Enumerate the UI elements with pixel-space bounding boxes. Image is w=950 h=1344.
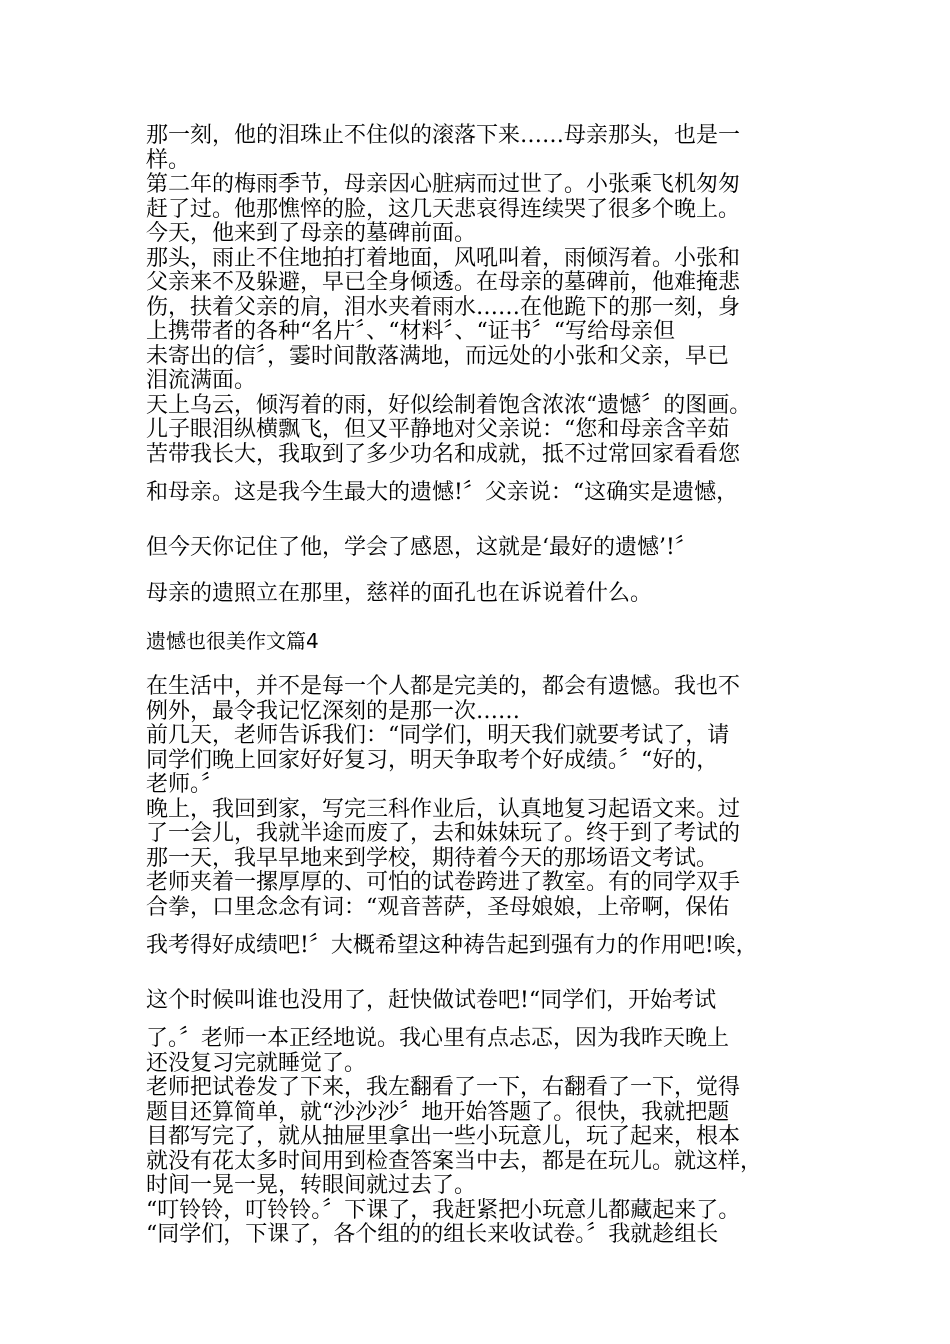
- text-line: 父亲来不及躲避，早已全身倾透。在母亲的墓碑前，他难掩悲: [146, 270, 741, 295]
- text-line: 合拳，口里念念有词：“观音菩萨，圣母娘娘，上帝啊，保佑: [146, 894, 730, 920]
- text-line: 母亲的遗照立在那里，慈祥的面孔也在诉说着什么。: [146, 581, 653, 606]
- section-heading: 遗憾也很美作文篇4: [146, 628, 319, 653]
- text-line: 但今天你记住了他，学会了感恩，这就是‘最好的遗憾’!〞: [146, 534, 697, 560]
- text-line: 这个时候叫谁也没用了，赶快做试卷吧!“同学们，开始考试: [146, 987, 717, 1013]
- text-line: 未寄出的信〞，霎时间散落满地，而远处的小张和父亲，早已: [146, 343, 730, 369]
- text-line: 题目还算简单，就“沙沙沙〞地开始答题了。很快，我就把题: [146, 1099, 730, 1125]
- text-line: 老师。〞: [146, 772, 224, 797]
- text-line: 样。: [146, 147, 191, 173]
- text-line: 今天，他来到了母亲的墓碑前面。: [146, 221, 477, 246]
- text-line: 在生活中，并不是每一个人都是完美的，都会有遗憾。我也不: [146, 674, 741, 699]
- text-line: 那一刻，他的泪珠止不住似的滚落下来……母亲那头，也是一: [146, 123, 741, 148]
- text-line: 泪流满面。: [146, 368, 257, 393]
- text-line: 例外，最令我记忆深刻的是那一次……: [146, 698, 521, 724]
- text-line: 老师把试卷发了下来，我左翻看了一下，右翻看了一下，觉得: [146, 1075, 741, 1100]
- text-line: “同学们，下课了，各个组的的组长来收试卷。〞我就趁组长: [146, 1222, 719, 1247]
- text-line: 就没有花太多时间用到检查答案当中去，都是在玩儿。就这样，: [146, 1148, 763, 1174]
- text-line: 前几天，老师告诉我们：“同学们，明天我们就要考试了，请: [146, 723, 730, 748]
- document-body: [146, 124, 836, 1248]
- text-line: 那一天，我早早地来到学校，期待着今天的那场语文考试。: [146, 845, 719, 871]
- text-line: 赶了过。他那憔悴的脸，这几天悲哀得连续哭了很多个晚上。: [146, 196, 741, 222]
- text-line: 还没复习完就睡觉了。: [146, 1050, 367, 1076]
- text-line: “叮铃铃，叮铃铃。〞下课了，我赶紧把小玩意儿都藏起来了。: [146, 1197, 741, 1223]
- text-line: 老师夹着一摞厚厚的、可怕的试卷跨进了教室。有的同学双手: [146, 870, 741, 895]
- text-line: 天上乌云，倾泻着的雨，好似绘制着饱含浓浓“遗憾〞的图画。: [146, 392, 752, 418]
- text-line: 了一会儿，我就半途而废了，去和妹妹玩了。终于到了考试的: [146, 821, 741, 846]
- text-line: 和母亲。这是我今生最大的遗憾!〞父亲说：“这确实是遗憾，: [146, 480, 739, 505]
- text-line: 苦带我长大，我取到了多少功名和成就，抵不过常回家看看您: [146, 441, 741, 467]
- text-line: 我考得好成绩吧!〞大概希望这种祷告起到强有力的作用吧!唉，: [146, 933, 758, 958]
- text-line: 了。〞老师一本正经地说。我心里有点忐忑，因为我昨天晚上: [146, 1026, 730, 1051]
- text-line: 时间一晃一晃，转眼间就过去了。: [146, 1173, 477, 1198]
- text-line: 第二年的梅雨季节，母亲因心脏病而过世了。小张乘飞机匆匆: [146, 172, 741, 197]
- text-line: 上携带者的各种“名片〞、“材料〞、“证书〞“写给母亲但: [146, 319, 675, 344]
- text-line: 那头，雨止不住地拍打着地面，风吼叫着，雨倾泻着。小张和: [146, 245, 741, 271]
- text-line: 儿子眼泪纵横飘飞，但又平静地对父亲说：“您和母亲含辛茹: [146, 417, 730, 442]
- text-line: 伤，扶着父亲的肩，泪水夹着雨水……在他跪下的那一刻，身: [146, 294, 741, 320]
- text-line: 同学们晚上回家好好复习，明天争取考个好成绩。〞“好的，: [146, 747, 719, 773]
- text-line: 目都写完了，就从抽屉里拿出一些小玩意儿，玩了起来，根本: [146, 1124, 741, 1149]
- text-line: 晚上，我回到家，写完三科作业后，认真地复习起语文来。过: [146, 796, 741, 822]
